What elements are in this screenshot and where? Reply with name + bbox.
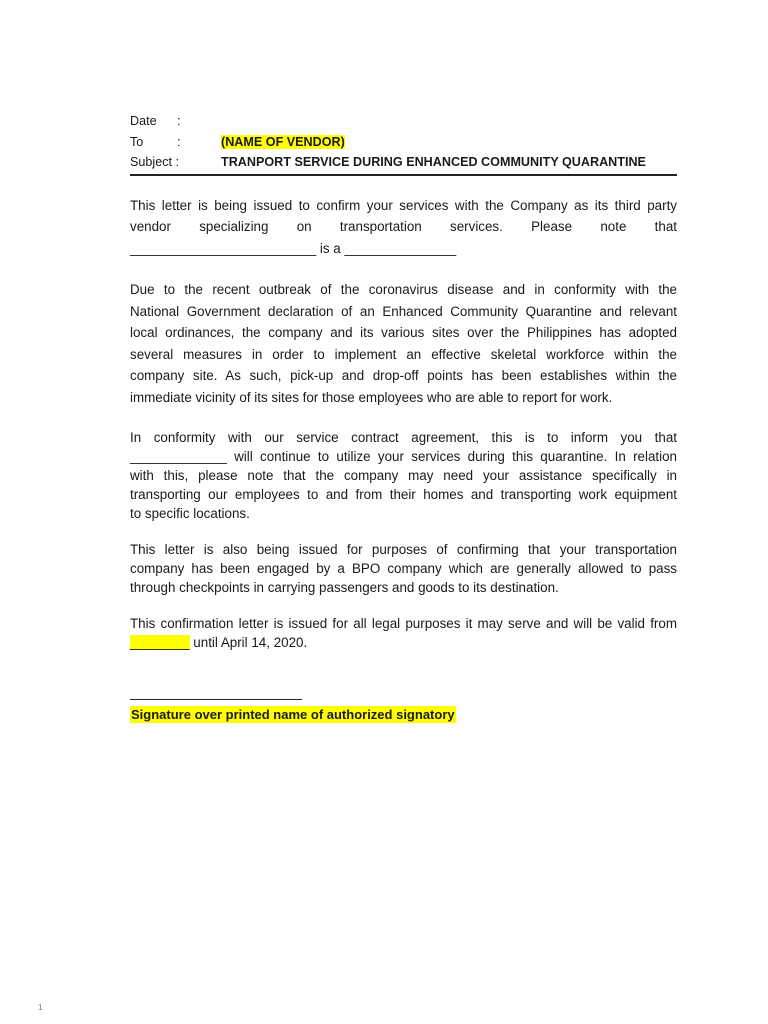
date-row xyxy=(130,111,677,132)
vendor-name-placeholder: (NAME OF VENDOR) xyxy=(221,134,345,149)
date-label: Date xyxy=(130,114,157,128)
paragraph-line: This letter is also being issued for purposes of confirming that your transportation xyxy=(130,542,677,557)
paragraph-line: _________________________ is a _______________ xyxy=(130,240,457,256)
paragraph-line: company site. As such, pick-up and drop-off points has been establishes within the xyxy=(130,368,677,383)
paragraph-line: to specific locations. xyxy=(130,506,250,521)
paragraph-service-contract xyxy=(130,428,677,523)
to-colon: : xyxy=(177,134,181,149)
validity-end-text: until April 14, 2020. xyxy=(189,635,308,650)
paragraph-line: In conformity with our service contract agreement, this is to inform you that xyxy=(130,430,677,445)
paragraph-line: Due to the recent outbreak of the coronavirus disease and in conformity with the xyxy=(130,282,677,297)
paragraph-line: several measures in order to implement an effective skeletal workforce within the xyxy=(130,346,677,362)
paragraph-line: local ordinances, the company and its various sites over the Philippines has adopted xyxy=(130,325,677,340)
subject-value: TRANPORT SERVICE DURING ENHANCED COMMUNITY QUARANTINE xyxy=(221,155,646,169)
subject-colon: : xyxy=(175,155,180,169)
signature-line xyxy=(130,699,302,700)
to-label: To xyxy=(130,134,144,149)
paragraph-line: vendor specializing on transportation services. Please note that xyxy=(130,219,677,234)
paragraph-line: National Government declaration of an Enhanced Community Quarantine and relevant xyxy=(130,303,677,319)
paragraph-confirmation xyxy=(130,195,677,260)
signature-label: Signature over printed name of authorized signatory xyxy=(131,707,455,722)
paragraph-line: This confirmation letter is issued for all legal purposes it may serve and will be valid from xyxy=(130,616,677,631)
paragraph-line xyxy=(130,633,677,652)
signature-block xyxy=(130,699,677,726)
paragraph-line: with this, please note that the company may need your assistance specifically in xyxy=(130,468,677,483)
paragraph-line: This letter is being issued to confirm your services with the Company as its third party xyxy=(130,197,677,213)
paragraph-line: company has been engaged by a BPO company which are generally allowed to pass xyxy=(130,561,677,576)
paragraph-line: through checkpoints in carrying passengers and goods to its destination. xyxy=(130,580,559,595)
paragraph-outbreak xyxy=(130,279,677,408)
date-value xyxy=(221,111,677,132)
paragraph-line: transporting our employees to and from their homes and transporting work equipment xyxy=(130,487,677,502)
paragraph-line: immediate vicinity of its sites for those employees who are able to report for work. xyxy=(130,389,613,405)
to-row xyxy=(130,132,677,153)
paragraph-line: _____________ will continue to utilize your services during this quarantine. In relation xyxy=(130,449,677,464)
validity-date-blank: ________ xyxy=(130,635,190,650)
date-colon: : xyxy=(177,114,181,128)
paragraph-bpo xyxy=(130,540,677,597)
subject-row xyxy=(130,152,677,176)
subject-label: Subject xyxy=(130,155,173,169)
letter-body xyxy=(130,111,677,726)
page-number: 1 xyxy=(38,1003,43,1012)
paragraph-validity xyxy=(130,614,677,652)
